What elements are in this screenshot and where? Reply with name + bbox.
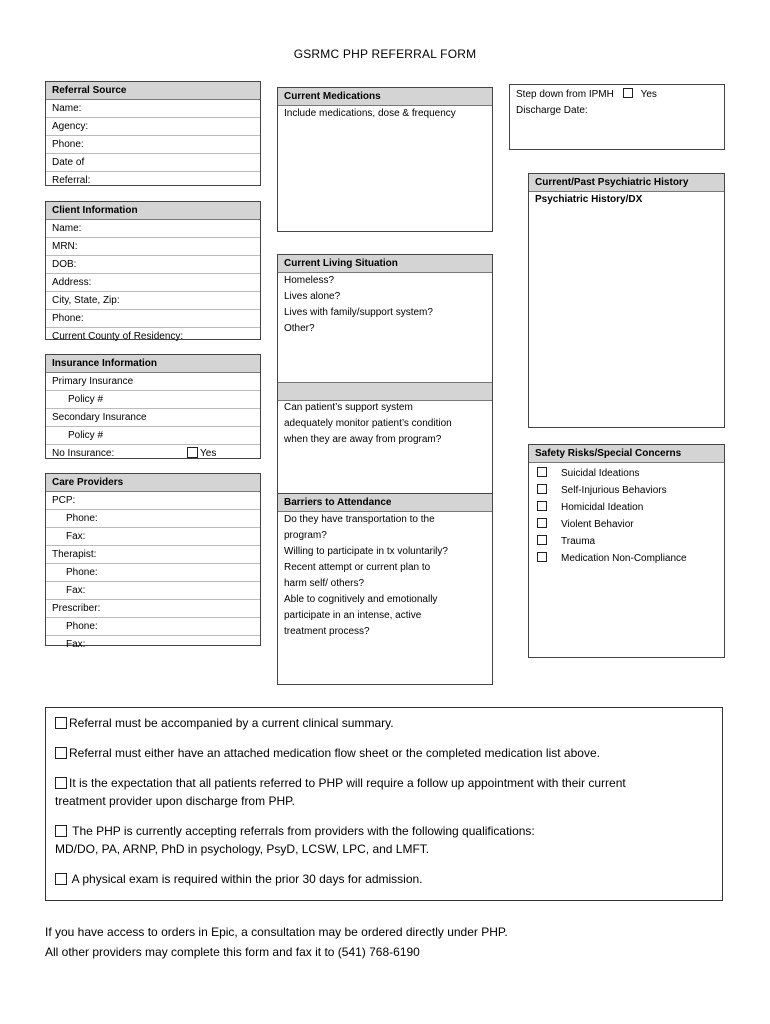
- note-text: The PHP is currently accepting referrals from providers with the following qualifications:: [69, 824, 535, 838]
- medications-box[interactable]: [277, 87, 493, 232]
- safety-label: Suicidal Ideations: [561, 468, 640, 479]
- suicidal-checkbox[interactable]: [537, 467, 547, 477]
- checkbox-icon[interactable]: [55, 717, 67, 729]
- note-text: Referral must either have an attached medication flow sheet or the completed medication list above.: [69, 746, 600, 760]
- form-title: GSRMC PHP REFERRAL FORM: [293, 47, 477, 61]
- barrier-line-8: treatment process?: [284, 626, 370, 637]
- homicidal-checkbox[interactable]: [537, 501, 547, 511]
- prescriber-fax-field[interactable]: Fax:: [66, 639, 86, 650]
- pcp-field[interactable]: PCP:: [46, 492, 260, 510]
- client-county-field[interactable]: Current County of Residency:: [52, 331, 184, 342]
- client-info-box: [45, 201, 261, 340]
- barrier-line-5: harm self/ others?: [284, 578, 365, 589]
- safety-item-self-injurious[interactable]: [537, 482, 716, 499]
- self-injurious-checkbox[interactable]: [537, 484, 547, 494]
- barriers-list: [278, 512, 492, 640]
- requirements-box: [45, 707, 723, 901]
- care-providers-header: Care Providers: [46, 474, 260, 492]
- support-divider-bar: [278, 382, 492, 401]
- therapist-field[interactable]: Therapist:: [46, 546, 260, 564]
- note-text: A physical exam is required within the prior 30 days for admission.: [69, 872, 423, 886]
- insurance-box: [45, 354, 261, 459]
- living-homeless: Homeless?: [284, 275, 335, 286]
- referral-name-field[interactable]: Name:: [46, 100, 260, 118]
- safety-box: [528, 444, 725, 658]
- barriers-box[interactable]: [277, 493, 493, 685]
- safety-header: Safety Risks/Special Concerns: [529, 445, 724, 463]
- barrier-line-2: program?: [284, 530, 327, 541]
- barriers-header: Barriers to Attendance: [278, 494, 492, 512]
- client-address-field[interactable]: Address:: [46, 274, 260, 292]
- note-medication-sheet: [55, 744, 713, 762]
- footer-line-fax: All other providers may complete this form and fax it to (541) 768-6190: [45, 945, 420, 959]
- referral-agency-field[interactable]: Agency:: [46, 118, 260, 136]
- psych-history-subheader: Psychiatric History/DX: [535, 194, 643, 205]
- safety-label: Violent Behavior: [561, 519, 634, 530]
- support-line-2: adequately monitor patient’s condition: [284, 418, 452, 429]
- referral-date-label-2[interactable]: Referral:: [52, 175, 91, 186]
- referral-date-label-1[interactable]: Date of: [46, 154, 260, 172]
- primary-insurance-field[interactable]: Primary Insurance: [46, 373, 260, 391]
- medications-header: Current Medications: [278, 88, 492, 106]
- care-providers-box: [45, 473, 261, 650]
- note-qualifications: [55, 822, 713, 858]
- barrier-line-4: Recent attempt or current plan to: [284, 562, 431, 573]
- note-text: Referral must be accompanied by a current clinical summary.: [69, 716, 394, 730]
- footer-instructions: [45, 922, 508, 962]
- referral-source-box: [45, 81, 261, 186]
- barrier-line-1: Do they have transportation to the: [284, 514, 435, 525]
- therapist-fax-field[interactable]: Fax:: [46, 582, 260, 600]
- no-insurance-checkbox[interactable]: [187, 447, 198, 458]
- stepdown-yes-label: Yes: [640, 89, 657, 100]
- safety-list: [529, 463, 724, 569]
- support-question: [278, 400, 458, 448]
- living-alone: Lives alone?: [284, 291, 341, 302]
- client-mrn-field[interactable]: MRN:: [46, 238, 260, 256]
- stepdown-label: Step down from IPMH: [516, 89, 614, 100]
- therapist-phone-field[interactable]: Phone:: [46, 564, 260, 582]
- living-family: Lives with family/support system?: [284, 307, 433, 318]
- living-situation-list: [278, 273, 492, 337]
- insurance-header: Insurance Information: [46, 355, 260, 373]
- client-phone-field[interactable]: Phone:: [46, 310, 260, 328]
- barrier-line-7: participate in an intense, active: [284, 610, 422, 621]
- support-line-1: Can patient’s support system: [284, 402, 413, 413]
- medications-note: Include medications, dose & frequency: [284, 108, 456, 119]
- psych-history-box[interactable]: [528, 173, 725, 428]
- safety-item-med-noncompliance[interactable]: [537, 550, 716, 567]
- referral-source-header: Referral Source: [46, 82, 260, 100]
- trauma-checkbox[interactable]: [537, 535, 547, 545]
- psych-history-header: Current/Past Psychiatric History: [529, 174, 724, 192]
- checkbox-icon[interactable]: [55, 777, 67, 789]
- client-dob-field[interactable]: DOB:: [46, 256, 260, 274]
- no-insurance-yes[interactable]: [187, 445, 216, 462]
- note-text: It is the expectation that all patients referred to PHP will require a follow up appointment with their current: [69, 776, 626, 790]
- client-info-header: Client Information: [46, 202, 260, 220]
- barrier-line-3: Willing to participate in tx voluntarily?: [284, 546, 448, 557]
- primary-policy-field[interactable]: Policy #: [46, 391, 260, 409]
- med-noncompliance-checkbox[interactable]: [537, 552, 547, 562]
- checkbox-icon[interactable]: [55, 873, 67, 885]
- no-insurance-label: No Insurance:: [52, 448, 115, 459]
- note-follow-up: [55, 774, 713, 810]
- living-situation-header: Current Living Situation: [278, 255, 492, 273]
- note-text: MD/DO, PA, ARNP, PhD in psychology, PsyD, LCSW, LPC, and LMFT.: [55, 842, 430, 856]
- discharge-date-field[interactable]: Discharge Date:: [516, 105, 588, 116]
- safety-label: Trauma: [561, 536, 596, 547]
- stepdown-box[interactable]: [509, 84, 725, 150]
- pcp-fax-field[interactable]: Fax:: [46, 528, 260, 546]
- note-text: treatment provider upon discharge from PHP.: [55, 794, 295, 808]
- checkbox-icon[interactable]: [55, 825, 67, 837]
- stepdown-row: [510, 87, 724, 103]
- note-clinical-summary: [55, 714, 713, 732]
- note-physical-exam: [55, 870, 713, 888]
- safety-label: Medication Non-Compliance: [561, 553, 687, 564]
- living-situation-box[interactable]: [277, 254, 493, 494]
- living-other: Other?: [284, 323, 315, 334]
- no-insurance-yes-label: Yes: [200, 448, 217, 459]
- client-name-field[interactable]: Name:: [46, 220, 260, 238]
- secondary-insurance-field[interactable]: Secondary Insurance: [46, 409, 260, 427]
- prescriber-field[interactable]: Prescriber:: [46, 600, 260, 618]
- safety-label: Self-Injurious Behaviors: [561, 485, 667, 496]
- prescriber-phone-field[interactable]: Phone:: [46, 618, 260, 636]
- safety-item-violent[interactable]: [537, 516, 716, 533]
- safety-item-suicidal[interactable]: [537, 465, 716, 482]
- stepdown-checkbox[interactable]: [623, 88, 633, 98]
- footer-line-epic: If you have access to orders in Epic, a consultation may be ordered directly under PHP.: [45, 925, 508, 939]
- support-line-3: when they are away from program?: [284, 434, 442, 445]
- safety-label: Homicidal Ideation: [561, 502, 644, 513]
- client-city-field[interactable]: City, State, Zip:: [46, 292, 260, 310]
- checkbox-icon[interactable]: [55, 747, 67, 759]
- violent-checkbox[interactable]: [537, 518, 547, 528]
- safety-item-homicidal[interactable]: [537, 499, 716, 516]
- referral-phone-field[interactable]: Phone:: [46, 136, 260, 154]
- no-insurance-row: [46, 445, 260, 462]
- safety-item-trauma[interactable]: [537, 533, 716, 550]
- secondary-policy-field[interactable]: Policy #: [46, 427, 260, 445]
- barrier-line-6: Able to cognitively and emotionally: [284, 594, 438, 605]
- pcp-phone-field[interactable]: Phone:: [46, 510, 260, 528]
